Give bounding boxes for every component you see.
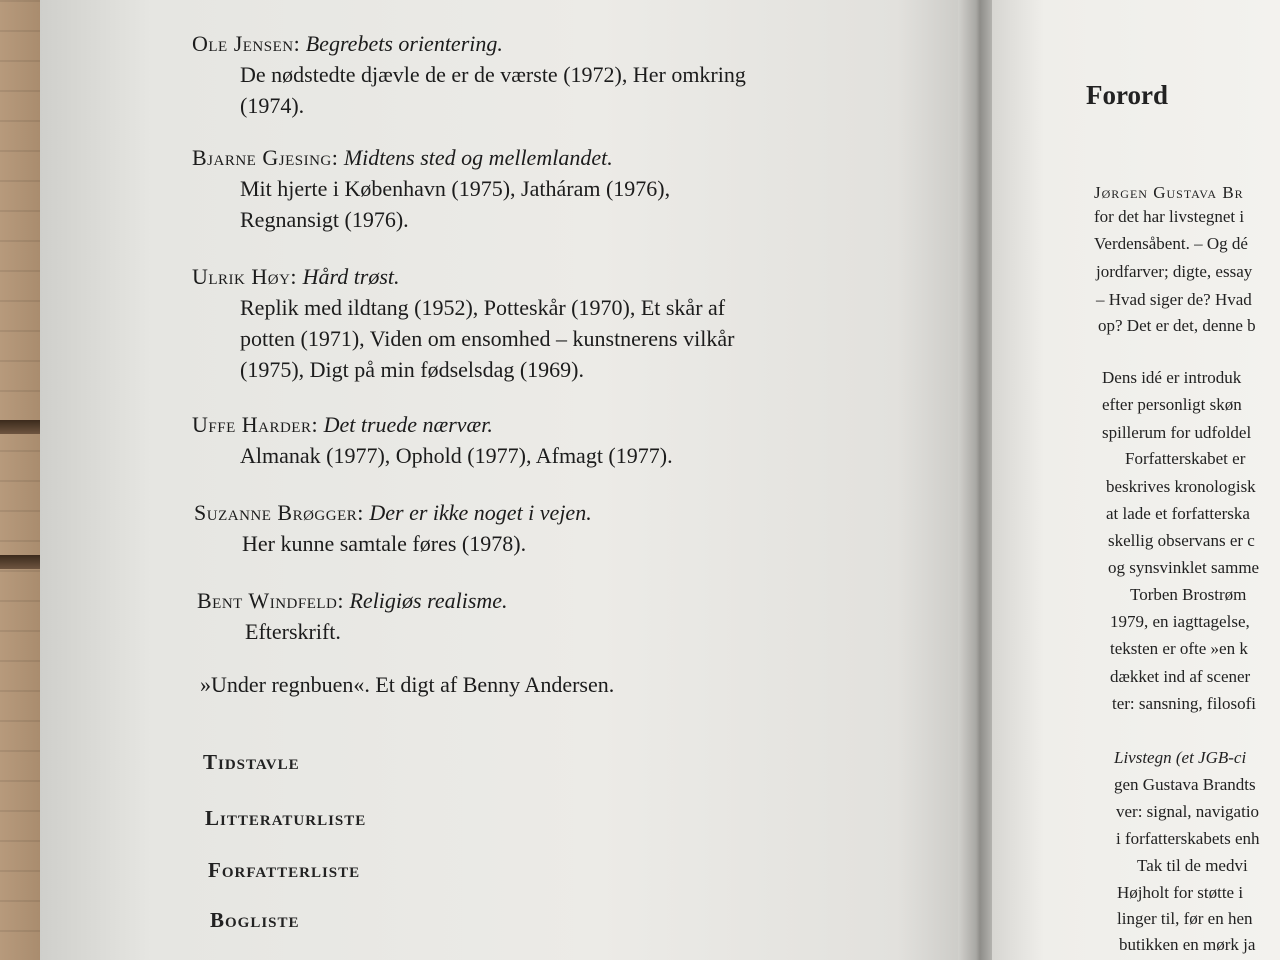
essay-title: Begrebets orientering. <box>305 31 503 56</box>
works-line: Replik med ildtang (1952), Potteskår (1970), Et skår af <box>240 295 726 320</box>
entry-suzanne-brogger <box>194 497 592 559</box>
entry-ole-jensen <box>192 28 746 121</box>
paragraph-line <box>1094 180 1244 206</box>
paragraph-line: Dens idé er introduk <box>1102 368 1242 387</box>
works-line: potten (1971), Viden om ensomhed – kunstnerens vilkår <box>240 326 735 351</box>
section-tidstavle: Tidstavle <box>203 750 300 774</box>
paragraph-line: Forfatterskabet er <box>1125 449 1246 468</box>
essay-title: Midtens sted og mellemlandet. <box>343 145 613 170</box>
paragraph-line: at lade et forfatterska <box>1106 504 1250 523</box>
entry-bjarne-gjesing <box>192 142 670 235</box>
paragraph-line: for det har livstegnet i <box>1094 207 1245 226</box>
author-name: Ole Jensen: <box>192 31 301 56</box>
entry-uffe-harder <box>192 409 673 471</box>
paragraph-line: og synsvinklet samme <box>1108 558 1260 577</box>
paragraph-line: i forfatterskabets enh <box>1116 829 1260 848</box>
paragraph-line: skellig observans er c <box>1108 531 1255 550</box>
works-line: Mit hjerte i København (1975), Jatháram (1976), <box>240 176 671 201</box>
works-line: De nødstedte djævle de er de værste (1972), Her omkring <box>240 62 746 87</box>
author-name: Suzanne Brøgger: <box>194 500 364 525</box>
paragraph-line: Verdensåbent. – Og dé <box>1094 234 1248 253</box>
chapter-heading: Forord <box>1086 80 1168 110</box>
right-page <box>992 0 1280 960</box>
paragraph-line: jordfarver; digte, essay <box>1096 262 1253 281</box>
paragraph-line: dækket ind af scener <box>1110 667 1251 686</box>
paragraph-line: beskrives kronologisk <box>1106 477 1256 496</box>
paragraph-line: spillerum for udfoldel <box>1102 423 1252 442</box>
left-page <box>40 0 972 960</box>
poem-line: »Under regnbuen«. Et digt af Benny Andersen. <box>200 672 615 697</box>
section-forfatterliste: Forfatterliste <box>208 858 361 882</box>
author-name: Bjarne Gjesing: <box>192 145 339 170</box>
author-name: Ulrik Høy: <box>192 264 298 289</box>
works-line: Almanak (1977), Ophold (1977), Afmagt (1977). <box>240 443 673 468</box>
section-bogliste: Bogliste <box>210 908 300 932</box>
author-name: Bent Windfeld: <box>197 588 344 613</box>
section-litteraturliste: Litteraturliste <box>205 806 367 830</box>
essay-title: Det truede nærvær. <box>323 412 493 437</box>
paragraph-line: teksten er ofte »en k <box>1110 639 1248 658</box>
works-line: Her kunne samtale føres (1978). <box>242 531 527 556</box>
paragraph-line: Højholt for støtte i <box>1117 883 1244 902</box>
paragraph-line: butikken en mørk ja <box>1119 935 1256 954</box>
essay-title: Religiøs realisme. <box>349 588 508 613</box>
works-line: (1974). <box>240 93 305 118</box>
essay-title: Der er ikke noget i vejen. <box>369 500 592 525</box>
entry-ulrik-hoy <box>192 261 734 385</box>
paragraph-line: Tak til de medvi <box>1137 856 1248 875</box>
paragraph-line: efter personligt skøn <box>1102 395 1242 414</box>
paragraph-line: 1979, en iagttagelse, <box>1110 612 1250 631</box>
book-title: Livstegn (et JGB-ci <box>1114 748 1247 767</box>
paragraph-line: gen Gustava Brandts <box>1114 775 1256 794</box>
entry-bent-windfeld <box>197 585 508 647</box>
author-name: Jørgen Gustava Br <box>1094 183 1244 202</box>
paragraph-line: – Hvad siger de? Hvad <box>1096 290 1252 309</box>
works-line: Efterskrift. <box>245 619 341 644</box>
paragraph-line: linger til, før en hen <box>1117 909 1253 928</box>
works-line: Regnansigt (1976). <box>240 207 409 232</box>
works-line: (1975), Digt på min fødselsdag (1969). <box>240 357 584 382</box>
paragraph-line: Torben Brostrøm <box>1130 585 1247 604</box>
paragraph-line <box>1114 745 1246 771</box>
paragraph-line: ter: sansning, filosofi <box>1112 694 1257 713</box>
paragraph-line: op? Det er det, denne b <box>1098 316 1256 335</box>
essay-title: Hård trøst. <box>302 264 400 289</box>
author-name: Uffe Harder: <box>192 412 319 437</box>
paragraph-line: ver: signal, navigatio <box>1116 802 1260 821</box>
